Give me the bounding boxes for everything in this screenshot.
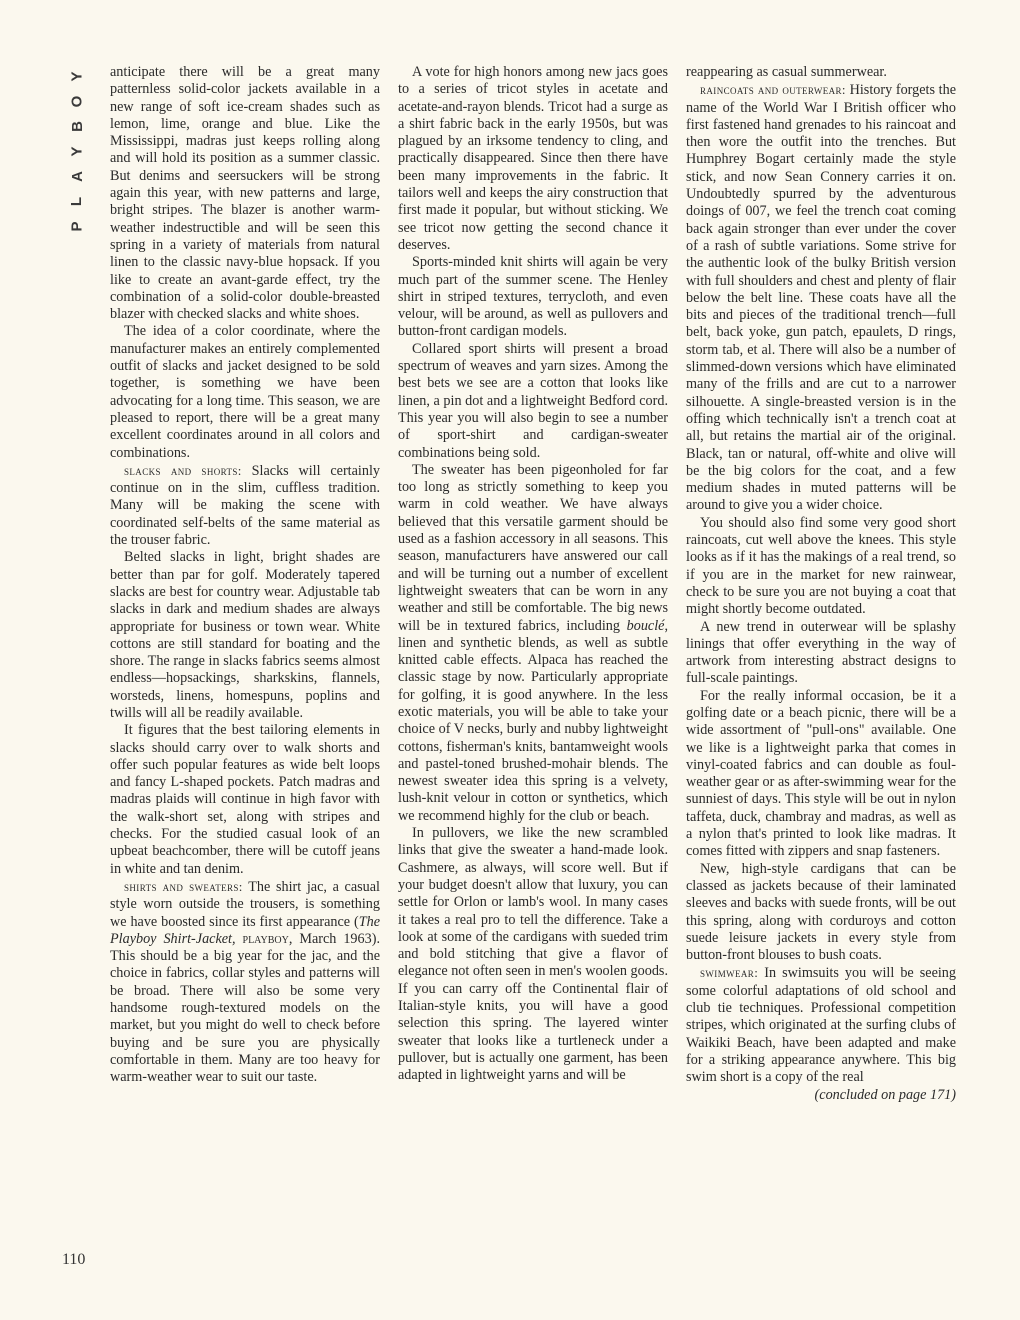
section-heading: slacks and shorts: [124,462,242,478]
article-title-reference: The Playboy Shirt-Jacket, [110,913,380,947]
paragraph-text: , linen and synthetic blends, as well as subtle knitted cable effects. Alpaca has reached the classic stage by now. Particularly appropriate for golfing, it is good anywhere. In the less exotic materials, you will be able to take your choice of V necks, burly and nubby lightweight cottons, fisherman's knits, bantamweight wools and pastel-toned brushed-mohair blends. The newest sweater idea this spring is a velvety, lush-knit velour in cotton or synthetics, which we recommend highly for the club or beach. [398,617,668,824]
paragraph-text: The sweater has been pigeonholed for far too long as strictly something to keep you warm in cold weather. We have always believed that this versatile garment should be used as a fashion accessory in all seasons. This season, manufacturers have answered our call and will be turning out a number of excellent lightweight sweaters that can be worn in any weather and still be comfortable. The big news will be in textured fabrics, including [398,461,668,634]
section-heading: raincoats and outerwear: [700,82,846,98]
page-number: 110 [62,1251,86,1268]
paragraph-text: , March 1963). This should be a big year for the jac, and the choice in fabrics, collar styles and patterns will be broad. There will also be some very handsome rough-textured models on the market, but you might do well to check before buying and be sure you are physically comfortable in them. Many are too heavy for warm-weather wear to suit our taste. [110,930,380,1086]
continued-notice: (concluded on page 171) [814,1086,956,1103]
masthead-letter: P [68,221,86,232]
masthead-letter: A [68,171,86,182]
emphasis: bouclé [626,617,665,634]
paragraph: In pullovers, we like the new scrambled links that give the sweater a hand-made look. Cashmere, as always, will score well. But if your budget doesn't allow that luxury, you can settle for Orlon or lamb's wool. In many cases it takes a real pro to tell the difference. Take a look at some of the cardigans with sueded trim and bold stitching that give a flavor of elegance not often seen in men's woolen goods. If you can carry off the Continental flair of Italian-style knits, you will have a good selection this spring. The layered winter sweater that looks like a turtleneck under a pullover, but is actually one garment, has been adapted in lightweight yarns and will be [398,825,668,1084]
paragraph: A new trend in outerwear will be splashy linings that offer everything in the way of artwork from interesting abstract designs to full-scale paintings. [686,618,956,687]
paragraph-text: History forgets the name of the World War I British officer who first fastened hand grenades to his raincoat and then wore the outfit into the trenches. But Humphrey Bogart certainly made the style stick, and now Sean Connery carries it on. Undoubtedly spurred by the adventurous doings of 007, we feel the trench coat coming back again stronger than ever under the cover of a rash of subtle variations. Some strive for the authentic look of the bulky British version with full shoulders and chest and plenty of flair below the belt line. These coats have all the bits and pieces of the traditional trench—full belt, back yoke, gun patch, epaulets, D rings, storm tab, et al. There will also be a number of slimmed-down versions which have eliminated many of the frills and are cut to a narrower silhouette. A single-breasted version is in the offing which technically isn't a trench coat at all, but retains the martial air of the original. Black, tan or natural, off-white and olive will be the big colors for the coat, and a few medium shades in muted patterns will be around to give you a wider choice. [686,82,956,514]
paragraph: You should also find some very good short raincoats, cut well above the knees. This style looks as if it has the makings of a real trend, so if you are in the market for new rainwear, check to be sure you are not buying a coat that might shortly become outdated. [686,514,956,618]
paragraph: New, high-style cardigans that can be classed as jackets because of their laminated sleeves and backs with suede fronts, will be out this spring, along with corduroys and cotton suede leisure jackets in every style from button-front blouses to bush coats. [686,860,956,964]
text-column-3 [686,64,956,1104]
masthead-letter: B [68,121,86,132]
paragraph: The idea of a color coordinate, where the manufacturer makes an entirely complemented outfit of slacks and jacket designed to be sold together, is something we have been advocating for a long time. This season, we are pleased to report, there will be a great many excellent coordinates around in all colors and combinations. [110,323,380,461]
masthead-letter: L [68,196,86,207]
section-heading: swimwear: [700,965,759,981]
masthead-letter: Y [68,146,86,157]
paragraph: reappearing as casual summerwear. [686,64,887,80]
paragraph [398,462,668,825]
paragraph: For the really informal occasion, be it a golfing date or a beach picnic, there will be a wide assortment of "pull-ons" available. One we like is a lightweight parka that comes in vinyl-coated fabrics and can double as foul-weather gear or as after-swimming wear for the sunniest of days. This style will be out in nylon taffeta, duck, chambray and madras, as well as a nylon that's printed to look like madras. It comes fitted with zippers and snap fasteners. [686,687,956,860]
paragraph: It figures that the best tailoring elements in slacks should carry over to walk shorts and offer such popular features as wide belt loops and fancy L-shaped pockets. Patch madras and madras plaids will continue in high favor with the walk-short set, along with stripes and checks. For the studied casual look of an upbeat beachcomber, there will be cutoff jeans in white and tan denim. [110,722,380,877]
paragraph [110,462,380,549]
section-heading: shirts and sweaters: [124,878,243,894]
text-column-1 [110,64,380,1087]
masthead-vertical [62,64,92,239]
paragraph: Belted slacks in light, bright shades are better than par for golf. Moderately tapered slacks are best for country wear. Adjustable tab slacks in dark and medium shades are always appropriate for business or town wear. White cottons are still standard for boating and the shore. The range in slacks fabrics seems almost endless—hopsackings, sharkskins, flannels, worsteds, linens, homespuns, poplins and twills will all be readily available. [110,549,380,721]
paragraph: anticipate there will be a great many patternless solid-color jackets available in a new range of soft ice-cream shades such as lemon, lime, orange and blue. Like the Mississippi, madras just keeps rolling along and will hold its position as a summer classic. But denims and seersuckers will be strong again this year, with new patterns and large, bright stripes. The blazer is another warm-weather indestructible and will be seen this spring in a variety of materials from natural linen to the classic navy-blue hopsack. If you like to create an avant-garde effect, try the combination of a solid-color double-breasted blazer with checked slacks and white shoes. [110,64,380,323]
paragraph [686,964,956,1086]
paragraph-text: In swimsuits you will be seeing some colorful adaptations of old school and club tie techniques. Professional competition stripes, which originated at the surfing clubs of Waikiki Beach, have been adapted and make for a striking appearance anywhere. This big swim short is a copy of the real [686,965,956,1086]
paragraph: A vote for high honors among new jacs goes to a series of tricot styles in acetate and acetate-and-rayon blends. Tricot had a surge as a shirt fabric back in the early 1950s, but was plagued by an irksome tendency to cling, and practically disappeared. Since then there have been many improvements in the fabric. It tailors well and keeps the airy construction that first made it popular, but without sticking. We see tricot now getting the second chance it deserves. [398,64,668,253]
paragraph: Collared sport shirts will present a broad spectrum of weaves and yarn sizes. Among the best bets we see are a cotton that looks like linen, a pin dot and a lightweight Bedford cord. This year you will also begin to see a number of sport-shirt and cardigan-sweater combinations being sold. [398,340,668,461]
paragraph-text: Slacks will certainly continue on in the slim, cuffless tradition. Many will be making the scene with coordinated self-belts of the same material as the trouser fabric. [110,462,380,549]
paragraph: Sports-minded knit shirts will again be very much part of the summer scene. The Henley shirt in striped textures, terrycloth, and even velour, will be around, as well as pullovers and button-front cardigan models. [398,254,668,340]
magazine-name: playboy [242,930,289,947]
text-column-2 [398,64,668,1085]
masthead-letter: O [68,95,86,108]
paragraph [686,81,956,514]
paragraph-text: The shirt jac, a casual style worn outside the trousers, is something we have boosted since its first appearance ( [110,878,380,930]
paragraph [110,878,380,1087]
masthead-letter: Y [68,71,86,82]
